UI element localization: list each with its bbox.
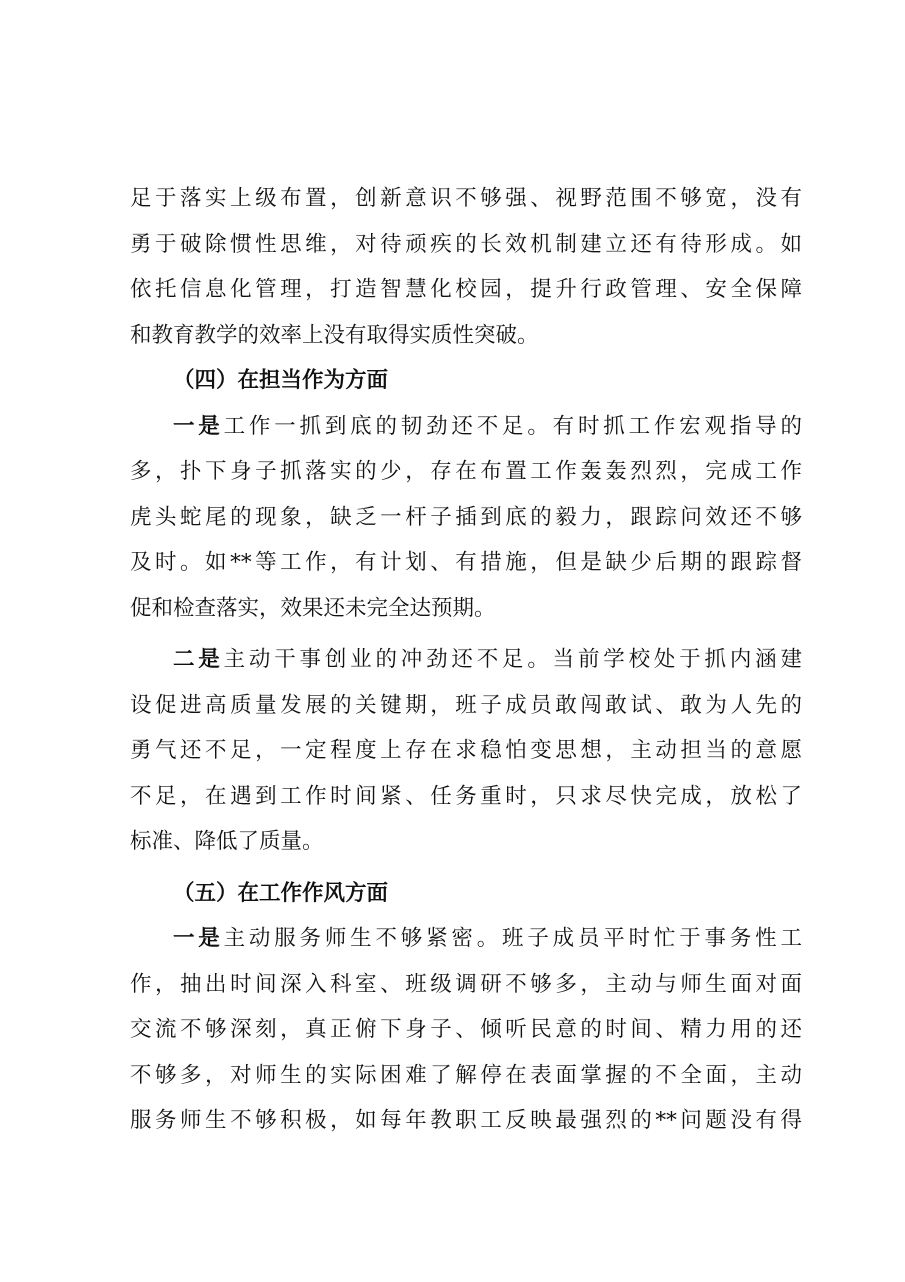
document-body [130,176,802,1144]
text-line: 设促进高质量发展的关键期，班子成员敢闯敢试、敢为人先的 [130,692,802,718]
text-line-first [130,916,802,962]
text-line: 不足，在遇到工作时间紧、任务重时，只求尽快完成，放松了 [130,783,802,809]
lead-label: 二是 [173,647,224,672]
text-line: 虎头蛇尾的现象，缺乏一杆子插到底的毅力，跟踪问效还不够 [130,504,802,530]
text-line: 勇于破除惯性思维，对待顽疾的长效机制建立还有待形成。如 [130,231,802,257]
lead-label: 一是 [173,413,224,439]
text-line: 足于落实上级布置，创新意识不够强、视野范围不够宽，没有 [130,186,802,211]
text-run: 主动干事创业的冲劲还不足。当前学校处于抓内涵建 [223,647,802,672]
text-line-first [130,637,802,683]
text-line: 标准、降低了质量。 [130,829,324,854]
text-line-first [130,404,802,450]
paragraph-continued [130,176,802,358]
paragraph-item-2 [130,637,802,865]
text-line: 促和检查落实，效果还未完全达预期。 [130,595,496,621]
paragraph-item-1 [130,404,802,632]
text-line: 作，抽出时间深入科室、班级调研不够多，主动与师生面对面 [130,971,802,997]
text-line: 和教育教学的效率上没有取得实质性突破。 [130,322,539,348]
text-line: 及时。如**等工作，有计划、有措施，但是缺少后期的跟踪督 [130,550,802,575]
text-line: 服务师生不够积极，如每年教职工反映最强烈的**问题没有得 [130,1108,802,1133]
lead-label: 一是 [173,926,224,951]
paragraph-item-3 [130,916,802,1144]
section-heading-5: （五）在工作作风方面 [173,880,389,906]
section-heading-4: （四）在担当作为方面 [173,368,389,393]
text-run: 工作一抓到底的韧劲还不足。有时抓工作宏观指导的 [223,413,802,439]
text-line: 勇气还不足，一定程度上存在求稳怕变思想，主动担当的意愿 [130,738,802,763]
text-line: 交流不够深刻，真正俯下身子、倾听民意的时间、精力用的还 [130,1017,802,1042]
text-line: 多，扑下身子抓落实的少，存在布置工作轰轰烈烈，完成工作 [130,459,802,484]
text-line: 依托信息化管理，打造智慧化校园，提升行政管理、安全保障 [130,277,802,302]
text-line: 不够多，对师生的实际困难了解停在表面掌握的不全面，主动 [130,1062,802,1088]
text-run: 主动服务师生不够紧密。班子成员平时忙于事务性工 [223,926,802,951]
